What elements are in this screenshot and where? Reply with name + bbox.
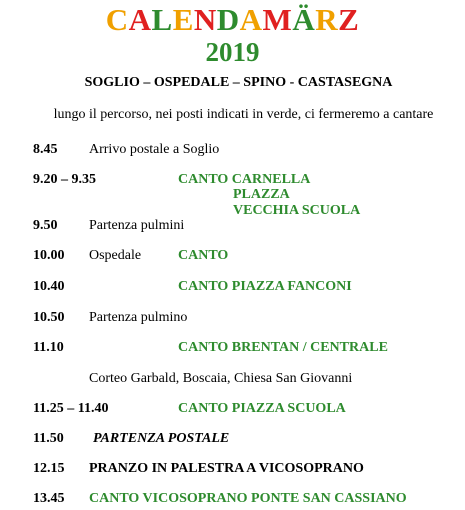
schedule-place: Ospedale bbox=[89, 248, 142, 263]
schedule-event: CANTO PIAZZA SCUOLA bbox=[178, 401, 346, 416]
schedule-event: CANTO PIAZZA FANCONI bbox=[178, 279, 352, 294]
schedule-time: 10.40 bbox=[33, 279, 65, 294]
schedule-time: 8.45 bbox=[33, 142, 58, 157]
schedule-time: 11.50 bbox=[33, 431, 64, 446]
schedule-place: Partenza pulmino bbox=[89, 310, 188, 325]
schedule-time: 9.50 bbox=[33, 218, 58, 233]
schedule-event: CANTO BRENTAN / CENTRALE bbox=[178, 340, 388, 355]
schedule-event: CANTO bbox=[178, 248, 229, 263]
schedule-event: VECCHIA SCUOLA bbox=[233, 203, 361, 218]
title-letter: A bbox=[128, 2, 152, 37]
schedule-event: PLAZZA bbox=[233, 187, 290, 202]
calendar-year: 2019 bbox=[205, 37, 260, 67]
schedule-time: 9.20 – 9.35 bbox=[33, 172, 96, 187]
title-letter: E bbox=[172, 2, 194, 37]
title-letter: Ä bbox=[292, 2, 316, 37]
schedule-event: PARTENZA POSTALE bbox=[93, 431, 230, 446]
schedule-event: CANTO CARNELLA bbox=[178, 172, 311, 187]
title-letter: D bbox=[216, 2, 240, 37]
schedule-event: PRANZO IN PALESTRA A VICOSOPRANO bbox=[89, 461, 364, 476]
schedule-place: Partenza pulmini bbox=[89, 218, 185, 233]
calendar-title bbox=[0, 2, 465, 38]
schedule-time: 13.45 bbox=[33, 491, 65, 506]
schedule-event: CANTO VICOSOPRANO PONTE SAN CASSIANO bbox=[89, 491, 407, 506]
schedule-time: 11.10 bbox=[33, 340, 64, 355]
schedule-place: Arrivo postale a Soglio bbox=[89, 142, 220, 157]
title-letter: M bbox=[262, 2, 293, 37]
title-letter: C bbox=[105, 2, 129, 37]
route-line: SOGLIO – OSPEDALE – SPINO - CASTASEGNA bbox=[84, 75, 393, 90]
title-letter: N bbox=[193, 2, 217, 37]
intro-text: lungo il percorso, nei posti indicati in verde, ci fermeremo a cantare bbox=[53, 107, 434, 122]
schedule-time: 10.50 bbox=[33, 310, 65, 325]
title-letter: R bbox=[315, 2, 339, 37]
title-letter: L bbox=[151, 2, 173, 37]
schedule-time: 12.15 bbox=[33, 461, 65, 476]
schedule-time: 11.25 – 11.40 bbox=[33, 401, 109, 416]
title-letter: Z bbox=[338, 2, 360, 37]
schedule-time: 10.00 bbox=[33, 248, 65, 263]
title-letter: A bbox=[239, 2, 263, 37]
schedule-place: Corteo Garbald, Boscaia, Chiesa San Giovanni bbox=[89, 371, 353, 386]
